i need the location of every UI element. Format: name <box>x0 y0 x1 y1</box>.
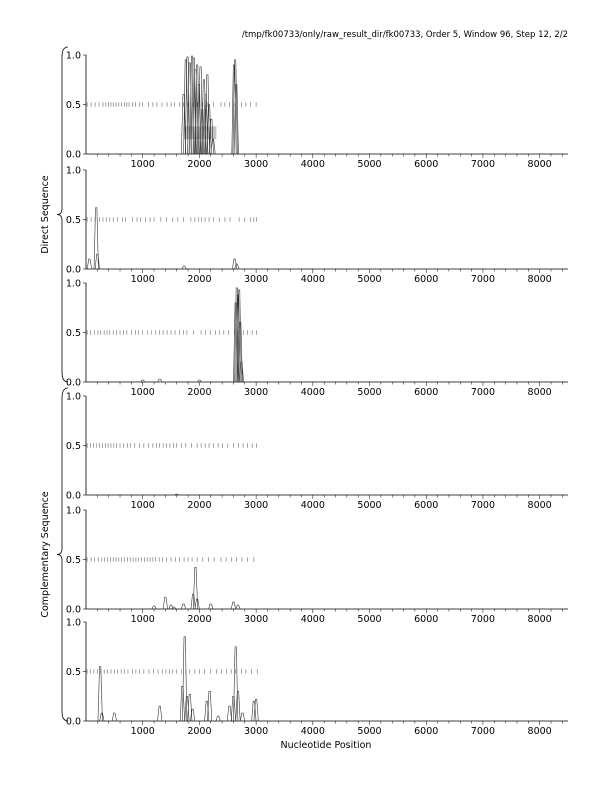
x-tick-label: 1000 <box>130 500 155 511</box>
data-peak <box>216 716 220 721</box>
x-tick-label: 3000 <box>244 274 269 285</box>
y-tick-label: 1.0 <box>65 617 81 629</box>
x-tick-label: 5000 <box>357 387 382 398</box>
x-tick-label: 5000 <box>357 614 382 625</box>
x-tick-label: 3000 <box>244 500 269 511</box>
panel-complementary-frame-2 <box>66 505 568 625</box>
data-peak <box>158 379 162 382</box>
x-tick-label: 8000 <box>527 500 552 511</box>
x-tick-label: 8000 <box>527 159 552 170</box>
x-tick-label: 6000 <box>414 614 439 625</box>
x-tick-label: 3000 <box>244 159 269 170</box>
y-tick-label: 0.5 <box>65 99 81 111</box>
y-tick-label: 1.0 <box>65 391 81 403</box>
data-peak <box>182 266 186 269</box>
x-tick-label: 3000 <box>244 387 269 398</box>
x-tick-label: 5000 <box>357 726 382 737</box>
x-tick-label: 5000 <box>357 274 382 285</box>
data-peak <box>169 605 173 609</box>
x-tick-label: 2000 <box>187 500 212 511</box>
data-peak <box>158 706 162 721</box>
x-tick-label: 7000 <box>470 387 496 398</box>
data-peak <box>236 605 240 609</box>
x-tick-label: 7000 <box>470 614 496 625</box>
data-peak <box>87 259 91 269</box>
x-tick-label: 4000 <box>300 274 325 285</box>
y-tick-label: 0.5 <box>65 554 81 566</box>
y-tick-label: 0.0 <box>65 264 81 276</box>
data-peak <box>209 604 213 609</box>
panels <box>40 47 568 737</box>
x-tick-label: 1000 <box>130 387 155 398</box>
x-tick-label: 2000 <box>187 159 212 170</box>
panel-direct-frame-3 <box>66 278 568 398</box>
x-tick-label: 1000 <box>130 159 155 170</box>
y-tick-label: 1.0 <box>65 278 81 290</box>
x-tick-label: 2000 <box>187 614 212 625</box>
y-tick-label: 0.5 <box>65 440 81 452</box>
y-tick-label: 0.0 <box>65 490 81 502</box>
x-tick-label: 5000 <box>357 159 382 170</box>
x-tick-label: 5000 <box>357 500 382 511</box>
y-tick-label: 1.0 <box>65 50 81 62</box>
data-peak <box>95 254 99 269</box>
x-tick-label: 1000 <box>130 274 155 285</box>
data-peak <box>193 567 197 609</box>
x-tick-label: 1000 <box>130 614 155 625</box>
x-tick-label: 3000 <box>244 614 269 625</box>
x-tick-label: 3000 <box>244 726 269 737</box>
data-peak <box>190 709 194 721</box>
x-tick-label: 2000 <box>187 387 212 398</box>
data-peak <box>240 713 244 721</box>
page-title: /tmp/fk00733/only/raw_result_dir/fk00733, Order 5, Window 96, Step 12, 2/2 <box>241 30 568 40</box>
data-peak <box>227 706 231 721</box>
data-peak <box>152 606 156 609</box>
data-peak <box>112 713 116 721</box>
data-peak <box>231 602 235 609</box>
group-direct <box>40 47 68 382</box>
x-axis-label: Nucleotide Position <box>280 740 372 751</box>
x-tick-label: 8000 <box>527 726 552 737</box>
x-tick-label: 7000 <box>470 274 496 285</box>
x-tick-label: 7000 <box>470 159 496 170</box>
data-peak <box>163 597 167 609</box>
x-tick-label: 7000 <box>470 726 496 737</box>
x-tick-label: 6000 <box>414 387 439 398</box>
data-peak <box>182 637 186 721</box>
data-peak <box>100 713 104 721</box>
y-tick-label: 0.5 <box>65 666 81 678</box>
x-tick-label: 4000 <box>300 387 325 398</box>
y-tick-label: 1.0 <box>65 505 81 517</box>
y-tick-label: 0.5 <box>65 327 81 339</box>
y-tick-label: 0.0 <box>65 716 81 728</box>
y-tick-label: 1.0 <box>65 165 81 177</box>
data-peak <box>207 691 211 721</box>
y-tick-label: 0.0 <box>65 604 81 616</box>
data-peak <box>188 694 192 721</box>
x-tick-label: 7000 <box>470 500 496 511</box>
data-peak <box>234 647 238 721</box>
x-tick-label: 6000 <box>414 274 439 285</box>
y-tick-label: 0.5 <box>65 214 81 226</box>
x-tick-label: 6000 <box>414 159 439 170</box>
x-tick-label: 1000 <box>130 726 155 737</box>
y-tick-label: 0.0 <box>65 149 81 161</box>
group-complementary <box>40 388 68 721</box>
x-tick-label: 2000 <box>187 726 212 737</box>
shaded-region <box>184 126 217 139</box>
group-label: Direct Sequence <box>40 175 51 254</box>
panel-direct-frame-2 <box>66 165 568 285</box>
x-tick-label: 6000 <box>414 500 439 511</box>
panel-direct-frame-1 <box>66 50 568 170</box>
x-tick-label: 8000 <box>527 387 552 398</box>
x-tick-label: 4000 <box>300 614 325 625</box>
data-peak <box>181 604 185 609</box>
x-tick-label: 6000 <box>414 726 439 737</box>
x-tick-label: 8000 <box>527 274 552 285</box>
panel-complementary-frame-1 <box>66 391 568 511</box>
x-tick-label: 4000 <box>300 500 325 511</box>
x-tick-label: 2000 <box>187 274 212 285</box>
group-label: Complementary Sequence <box>40 491 51 618</box>
y-tick-label: 0.0 <box>65 377 81 389</box>
panel-complementary-frame-3 <box>66 617 568 737</box>
x-tick-label: 4000 <box>300 726 325 737</box>
x-tick-label: 4000 <box>300 159 325 170</box>
x-tick-label: 8000 <box>527 614 552 625</box>
